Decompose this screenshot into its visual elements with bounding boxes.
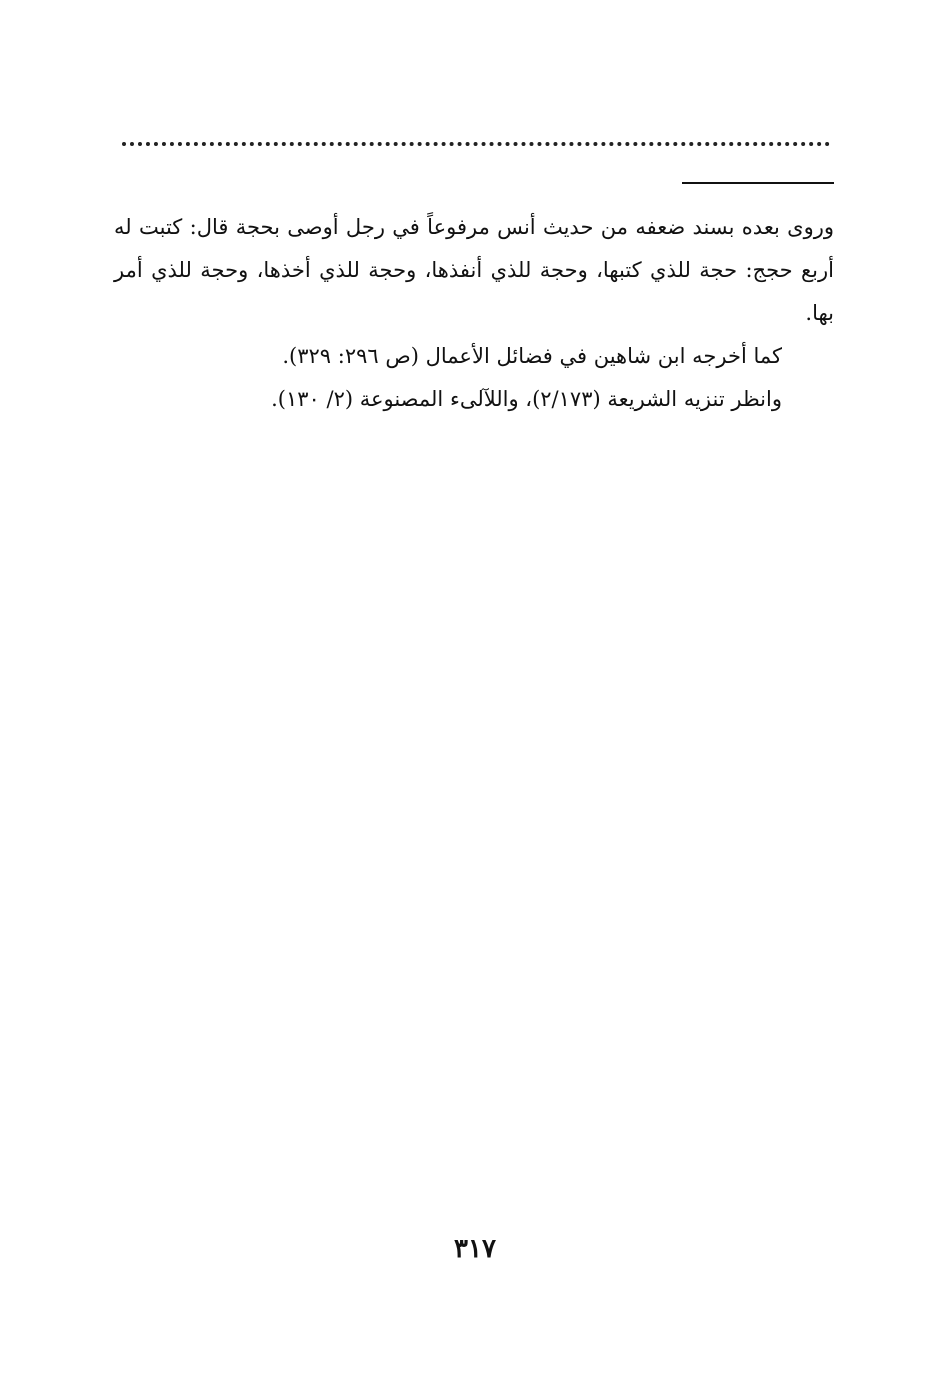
footnote-reference-2: وانظر تنزيه الشريعة (٢/١٧٣)، واللآلىء المصنوعة (٢/ ١٣٠).	[271, 387, 782, 411]
footnote-reference-1: كما أخرجه ابن شاهين في فضائل الأعمال (ص ٢٩٦: ٣٢٩).	[282, 344, 782, 368]
footnote-block	[114, 206, 834, 421]
footnote-rule	[682, 182, 834, 184]
page-number: ٣١٧	[454, 1234, 496, 1264]
footnote-paragraph: وروى بعده بسند ضعفه من حديث أنس مرفوعاً في رجل أوصى بحجة قال: كتبت له أربع حجج: حجة للذي كتبها، وحجة للذي أنفذها، وحجة للذي أخذها، وحجة للذي أمر بها.	[114, 215, 834, 325]
dotted-separator	[122, 142, 830, 146]
